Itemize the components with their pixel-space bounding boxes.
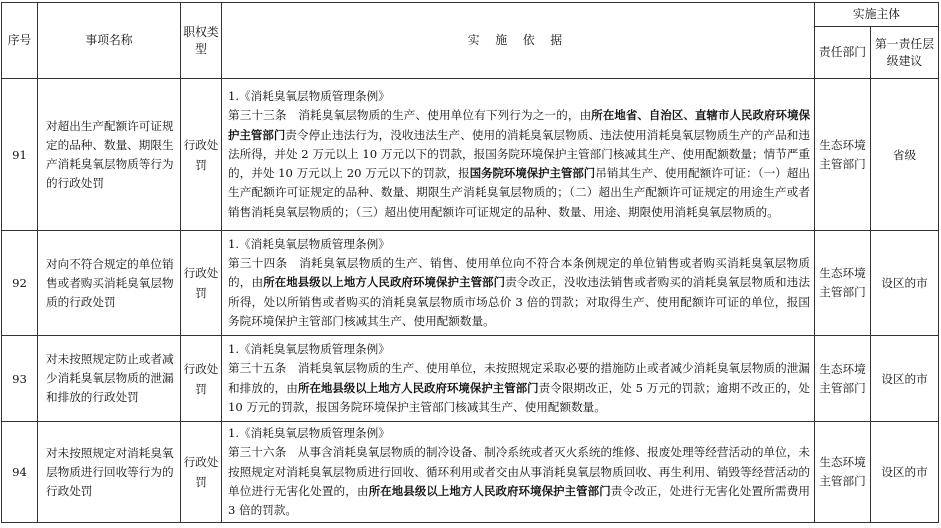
row-seq: 94 [2, 422, 38, 523]
row-responsible-dept: 生态环境主管部门 [815, 422, 871, 523]
row-article: 第三十六条 从事含消耗臭氧层物质的制冷设备、制冷系统或者灭火系统的维修、报废处理等经营活动的单位，未按照规定对消耗臭氧层物质进行回收、循环利用或者交由从事消耗臭氧层物质回收、再生利用、销毁等经营活动的单位进行无害化处置的，由所在地县级以上地方人民政府环境保护主管部门责令改正，处进行无害化处置所需费用 3 倍的罚款。 [228, 445, 810, 518]
row-responsible-dept: 生态环境主管部门 [815, 336, 871, 422]
header-first-level: 第一责任层级建议 [871, 27, 939, 79]
header-row-1 [2, 3, 939, 27]
row-responsible-dept: 生态环境主管部门 [815, 79, 871, 231]
row-law-title: 1.《消耗臭氧层物质管理条例》 [228, 341, 390, 356]
row-seq: 91 [2, 79, 38, 231]
row-authority-type: 行政处罚 [181, 422, 222, 523]
row-item-name: 对未按照规定防止或者减少消耗臭氧层物质的泄漏和排放的行政处罚 [38, 336, 181, 422]
row-first-level: 设区的市 [871, 422, 939, 523]
row-basis [222, 231, 815, 336]
row-first-level: 设区的市 [871, 336, 939, 422]
row-item-name: 对超出生产配额许可证规定的品种、数量、期限生产消耗臭氧层物质等行为的行政处罚 [38, 79, 181, 231]
row-first-level: 省级 [871, 79, 939, 231]
row-article: 第三十四条 消耗臭氧层物质的生产、销售、使用单位向不符合本条例规定的单位销售或者购买消耗臭氧层物质的，由所在地县级以上地方人民政府环境保护主管部门责令改正，没收违法销售或者购买的消耗臭氧层物质和违法所得，处以所销售或者购买的消耗臭氧层物质市场总价 3 倍的罚款；对取得生产、使用配额许可证的单位，报国务院环境保护主管部门核减其生产、使用配额数量。 [228, 256, 810, 328]
row-basis [222, 336, 815, 422]
row-law-title: 1.《消耗臭氧层物质管理条例》 [228, 88, 390, 103]
table-row [2, 231, 939, 336]
row-authority-type: 行政处罚 [181, 79, 222, 231]
enforcement-table [1, 2, 939, 523]
row-responsible-dept: 生态环境主管部门 [815, 231, 871, 336]
header-basis: 实 施 依 据 [222, 3, 815, 79]
row-item-name: 对向不符合规定的单位销售或者购买消耗臭氧层物质的行政处罚 [38, 231, 181, 336]
row-item-name: 对未按照规定对消耗臭氧层物质进行回收等行为的行政处罚 [38, 422, 181, 523]
header-implementer: 实施主体 [815, 3, 939, 27]
row-seq: 92 [2, 231, 38, 336]
header-authority-type: 职权类型 [181, 3, 222, 79]
row-authority-type: 行政处罚 [181, 231, 222, 336]
header-item-name: 事项名称 [38, 3, 181, 79]
row-law-title: 1.《消耗臭氧层物质管理条例》 [228, 236, 390, 251]
row-authority-type: 行政处罚 [181, 336, 222, 422]
row-law-title: 1.《消耗臭氧层物质管理条例》 [228, 426, 390, 440]
table-row [2, 422, 939, 523]
table-row [2, 336, 939, 422]
row-basis [222, 79, 815, 231]
row-seq: 93 [2, 336, 38, 422]
header-responsible-dept: 责任部门 [815, 27, 871, 79]
header-seq: 序号 [2, 3, 38, 79]
row-article: 第三十五条 消耗臭氧层物质的生产、使用单位，未按照规定采取必要的措施防止或者减少消耗臭氧层物质的泄漏和排放的，由所在地县级以上地方人民政府环境保护主管部门责令限期改正，处 5 万元的罚款；逾期不改正的，处 10 万元的罚款，报国务院环境保护主管部门核减其生产、使用配额数量。 [228, 361, 810, 414]
row-article: 第三十三条 消耗臭氧层物质的生产、使用单位有下列行为之一的，由所在地省、自治区、直辖市人民政府环境保护主管部门责令停止违法行为，没收违法生产、使用的消耗臭氧层物质、违法使用消耗臭氧层物质生产的产品和违法所得，并处 2 万元以上 10 万元以下的罚款，报国务院环境保护主管部门核减其生产、使用配额数量；情节严重的，并处 10 万元以上 20 万元以下的罚款，报国务院环境保护主管部门吊销其生产、使用配额许可证：（一）超出生产配额许可证规定的品种、数量、期限生产消耗臭氧层物质的；（二）超出生产配额许可证规定的用途生产或者销售消耗臭氧层物质的；（三）超出使用配额许可证规定的品种、数量、用途、期限使用消耗臭氧层物质的。 [228, 108, 810, 219]
row-first-level: 设区的市 [871, 231, 939, 336]
table-row [2, 79, 939, 231]
row-basis [222, 422, 815, 523]
